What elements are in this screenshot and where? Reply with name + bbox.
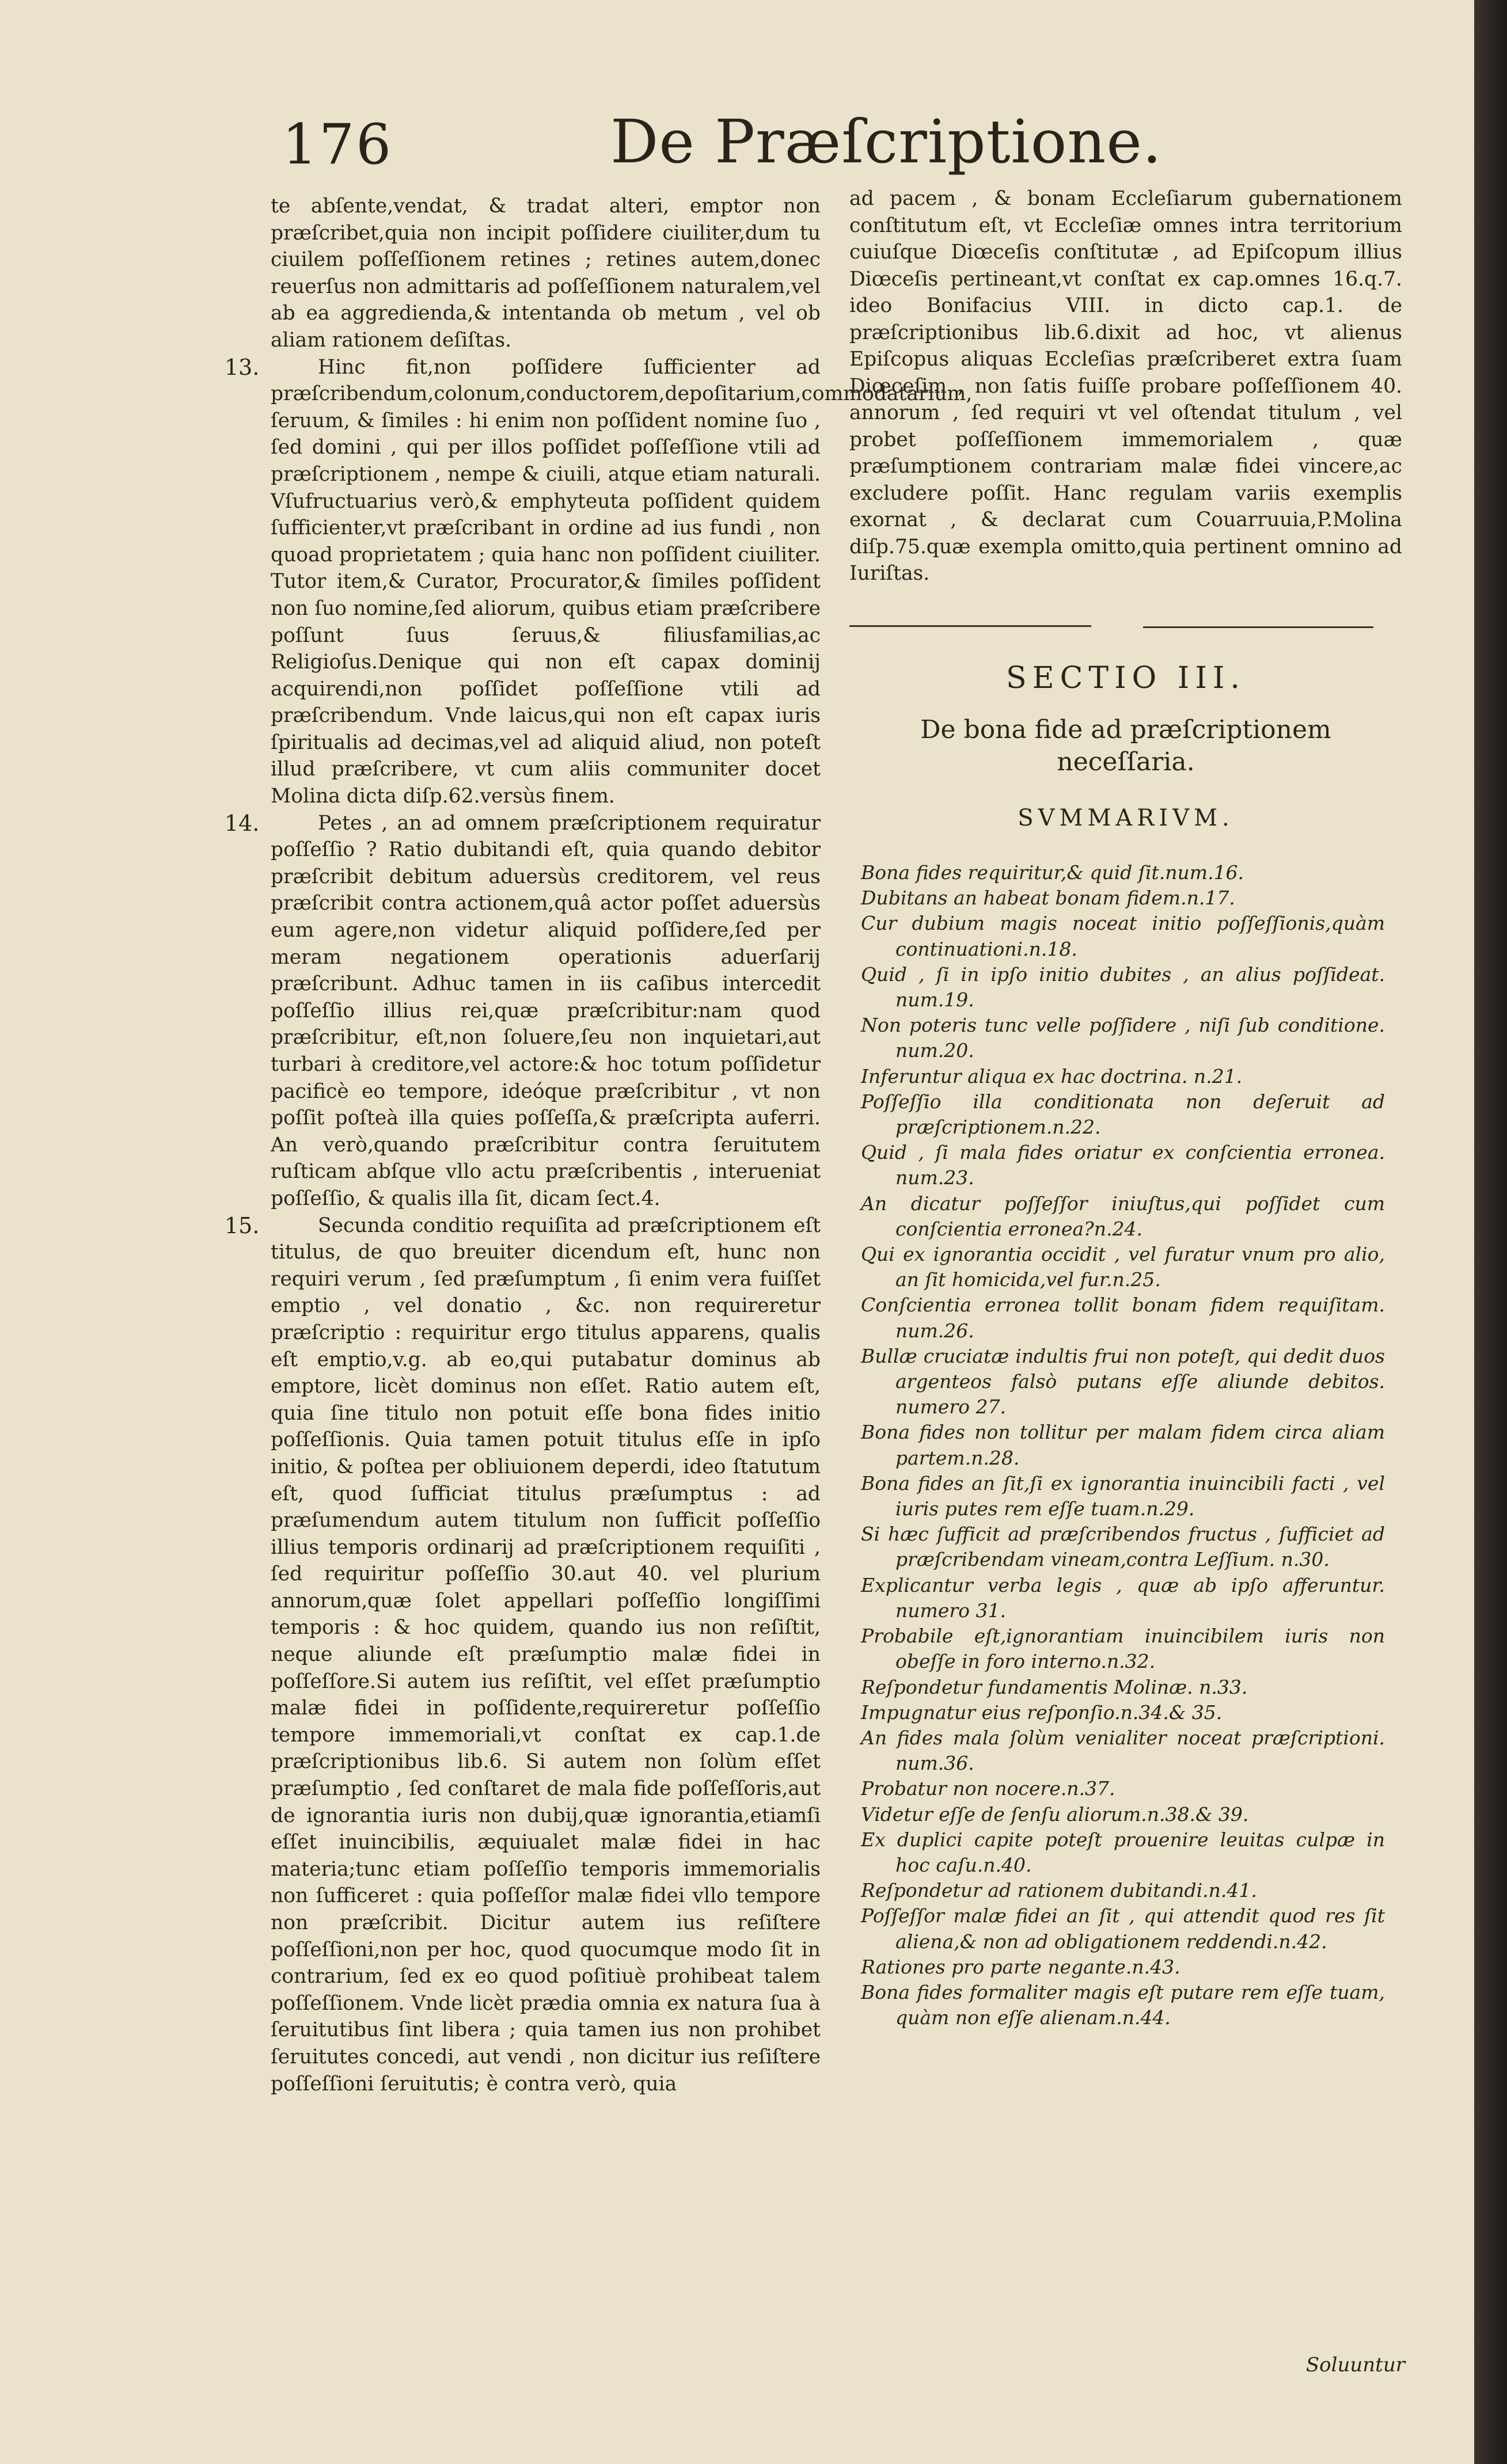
- summarium-item: Si hæc ſufficit ad præſcribendos fructus , ſufficiet ad præſcribendam vineam,contra Leſſium. n.30.: [861, 1523, 1385, 1571]
- summarium-item: Ex duplici capite poteſt prouenire leuitas culpæ in hoc caſu.n.40.: [861, 1828, 1385, 1876]
- summarium-item: Rationes pro parte negante.n.43.: [861, 1955, 1180, 1978]
- summarium-item: Impugnatur eius reſponſio.n.34.& 35.: [861, 1701, 1223, 1724]
- paragraph-text: Petes , an ad omnem præſcriptionem requiratur poſſeſſio ? Ratio dubitandi eſt, quia quando debitor præſcribit debitum aduersùs creditorem, vel reus præſcribit contra actionem,quâ actor poſſet aduersùs eum agere,non videtur aliquid poſſidere,ſed per meram negationem operationis aduerſarij præſcribunt. Adhuc tamen in iis caſibus intercedit poſſeſſio illius rei,quæ præſcribitur:nam quod præſcribitur, eſt,non ſoluere,ſeu non inquietari,aut turbari à creditore,vel actore:& hoc totum poſſidetur pacificè eo tempore, ideóque præſcribitur , vt non poſſit poſteà illa quies poſſeſſa,& præſcripta auferri. An verò,quando præſcribitur contra ſeruitutem ruſticam abſque vllo actu præſcribentis , interueniat poſſeſſio, & qualis illa ſit, dicam ſect.4.: [271, 811, 821, 1210]
- summarium-item: Bona fides an ſit,ſi ex ignorantia inuincibili facti , vel iuris putes rem eſſe tuam.n.29.: [861, 1471, 1385, 1520]
- section-rule-left: [849, 625, 1091, 627]
- summarium-item: Probabile eſt,ignorantiam inuincibilem iuris non obeſſe in foro interno.n.32.: [861, 1625, 1385, 1673]
- section-rule-right: [1143, 626, 1373, 628]
- paragraph-continuation: [271, 193, 821, 354]
- summarium-item: Poſſeſſio illa conditionata non deſeruit ad præſcriptionem.n.22.: [861, 1090, 1385, 1139]
- paragraph-14: [225, 810, 821, 1212]
- summarium-item: Inferuntur aliqua ex hac doctrina. n.21.: [861, 1064, 1243, 1087]
- paragraph-continuation: ad pacem , & bonam Eccleſiarum gubernationem conſtitutum eſt, vt Eccleſiæ omnes intra territorium cuiuſque Diœceſis conſtitutæ , ad Epiſcopum illius Diœceſis pertineant,vt conſtat ex cap.omnes 16.q.7. ideo Bonifacius VIII. in dicto cap.1. de præſcriptionibus lib.6.dixit ad hoc, vt alienus Epiſcopus aliquas Eccleſias præſcriberet extra ſuam Diœceſim , non ſatis fuiſſe probare poſſeſſionem 40. annorum , ſed requiri vt vel oſtendat titulum , vel probet poſſeſſionem immemorialem , quæ præſumptionem contrariam malæ fidei vincere,ac excludere poſſit. Hanc regulam variis exemplis exornat , & declarat cum Couarruuia,P.Molina diſp.75.quæ exempla omitto,quia pertinent omnino ad Iuriſtas.: [849, 187, 1402, 585]
- marginal-number: 15.: [225, 1212, 260, 1238]
- paragraph-text: te abſente,vendat, & tradat alteri, emptor non præſcribet,quia non incipit poſſidere ciuiliter,dum tu ciuilem poſſeſſionem retines ; retines autem,donec reuerſus non admittaris ad poſſeſſionem naturalem,vel ab ea aggredienda,& intentanda ob metum , vel ob aliam rationem deſiſtas.: [271, 195, 821, 352]
- summarium-item: Qui ex ignorantia occidit , vel furatur vnum pro alio, an ſit homicida,vel fur.n.25.: [861, 1243, 1385, 1291]
- summarium-item: Reſpondetur fundamentis Molinæ. n.33.: [861, 1675, 1248, 1698]
- page-number: 176: [282, 112, 393, 177]
- summarium-item: Dubitans an habeat bonam fidem.n.17.: [861, 887, 1235, 910]
- catchword: Soluuntur: [1305, 2353, 1405, 2376]
- summarium-item: Bona fides formaliter magis eſt putare rem eſſe tuam, quàm non eſſe alienam.n.44.: [861, 1980, 1385, 2029]
- section-heading: SECTIO III.: [1006, 661, 1246, 695]
- summarium-item: Conſcientia erronea tollit bonam fidem requiſitam. num.26.: [861, 1294, 1385, 1342]
- summarium-item: Bona fides non tollitur per malam fidem circa aliam partem.n.28.: [861, 1421, 1385, 1469]
- summarium-item: Probatur non nocere.n.37.: [861, 1777, 1115, 1800]
- summarium-item: Poſſeſſor malæ fidei an ſit , qui attendit quod res ſit aliena,& non ad obligationem reddendi.n.42.: [861, 1904, 1385, 1953]
- summarium-item: Quid , ſi in ipſo initio dubites , an alius poſſideat. num.19.: [861, 963, 1385, 1012]
- running-title: De Præſcriptione.: [610, 107, 1162, 177]
- summarium-item: An dicatur poſſeſſor iniuſtus,qui poſſidet cum conſcientia erronea?n.24.: [861, 1192, 1385, 1240]
- right-column: [849, 185, 1402, 587]
- paragraph-text: Hinc fit,non poſſidere ſufficienter ad præſcribendum,colonum,conductorem,depoſitarium,commodatarium, ſeruum, & ſimiles : hi enim non poſſident nomine ſuo , ſed domini , qui per illos poſſidet poſſeſſione vtili ad præſcriptionem , nempe & ciuili, atque etiam naturali. Vſufructuarius verò,& emphyteuta poſſident quidem ſufficienter,vt præſcribant in ordine ad ius fundi , non quoad proprietatem ; quia hanc non poſſident ciuiliter. Tutor item,& Curator, Procurator,& ſimiles poſſident non ſuo nomine,ſed aliorum, quibus etiam præſcribere poſſunt ſuus ſeruus,& filiusfamilias,ac Religioſus.Denique qui non eſt capax dominij acquirendi,non poſſidet poſſeſſione vtili ad præſcribendum. Vnde laicus,qui non eſt capax iuris ſpiritualis ad decimas,vel ad aliquid aliud, non poteſt illud præſcribere, vt cum aliis communiter docet Molina dicta diſp.62.versùs finem.: [271, 355, 973, 808]
- summarium-item: Explicantur verba legis , quæ ab ipſo afferuntur. numero 31.: [861, 1573, 1385, 1622]
- summarium-item: Bullæ cruciatæ indultis frui non poteſt, qui dedit duos argenteos falsò putans eſſe aliunde debitos. numero 27.: [861, 1344, 1385, 1419]
- summarium-item: Cur dubium magis noceat initio poſſeſſionis,quàm continuationi.n.18.: [861, 912, 1385, 960]
- summarium-item: Reſpondetur ad rationem dubitandi.n.41.: [861, 1879, 1257, 1902]
- marginal-number: 14.: [225, 810, 260, 836]
- left-column: [225, 193, 973, 2097]
- page-edge: [1474, 0, 1507, 2464]
- marginal-number: 13.: [225, 354, 260, 380]
- summarium-list: [861, 860, 1385, 2030]
- summarium-item: Non poteris tunc velle poſſidere , niſi ſub conditione. num.20.: [861, 1014, 1385, 1062]
- summarium-item: An fides mala ſolùm venialiter noceat præſcriptioni. num.36.: [861, 1726, 1385, 1775]
- summarium-heading: SVMMARIVM.: [1018, 805, 1234, 831]
- paragraph-15: [225, 1212, 821, 2098]
- summarium-item: Videtur eſſe de ſenſu aliorum.n.38.& 39.: [861, 1803, 1249, 1826]
- paragraph-text: Secunda conditio requiſita ad præſcriptionem eſt titulus, de quo breuiter dicendum eſt, hunc non requiri verum , ſed præſumptum , ſi enim vera fuiſſet emptio , vel donatio , &c. non requireretur præſcriptio : requiritur ergo titulus apparens, qualis eſt emptio,v.g. ab eo,qui putabatur dominus ab emptore, licèt dominus non eſſet. Ratio autem eſt, quia ſine titulo non potuit eſſe bona fides initio poſſeſſionis. Quia tamen potuit titulus eſſe in ipſo initio, & poſtea per obliuionem deperdi, ideo ſtatutum eſt, quod ſufficiat titulus præſumptus : ad præſumendum autem titulum non ſufficit poſſeſſio illius temporis ordinarij ad præſcriptionem requiſiti , ſed requiritur poſſeſſio 30.aut 40. vel plurium annorum,quæ ſolet appellari poſſeſſio longiſſimi temporis : & hoc quidem, quando ius non reſiſtit, neque aliunde eſt præſumptio malæ fidei in poſſeſſore.Si autem ius reſiſtit, vel eſſet præſumptio malæ fidei in poſſidente,requireretur poſſeſſio tempore immemoriali,vt conſtat ex cap.1.de præſcriptionibus lib.6. Si autem non ſolùm eſſet præſumptio , ſed conſtaret de mala fide poſſeſſoris,aut de ignorantia iuris non dubij,quæ ignorantia,etiamſi eſſet inuincibilis, æquiualet malæ fidei in hac materia;tunc etiam poſſeſſio temporis immemorialis non ſufficeret : quia poſſeſſor malæ fidei vllo tempore non præſcribit. Dicitur autem ius reſiſtere poſſeſſioni,non per hoc, quod quocumque modo ſit in contrarium, ſed ex eo quod poſitiuè prohibeat talem poſſeſſionem. Vnde licèt prædia omnia ex natura ſua à ſeruitutibus ſint libera ; quia tamen ius non prohibet ſeruitutes concedi, aut vendi , non dicitur ius reſiſtere poſſeſſioni ſeruitutis; è contra verò, quia: [271, 1214, 821, 2096]
- summarium-item: Bona fides requiritur,& quid ſit.num.16.: [861, 861, 1244, 884]
- paragraph-13: [225, 354, 973, 810]
- section-title: De bona fide ad præſcriptionem neceſſaria.: [920, 715, 1331, 777]
- summarium-item: Quid , ſi mala fides oriatur ex conſcientia erronea. num.23.: [861, 1141, 1385, 1189]
